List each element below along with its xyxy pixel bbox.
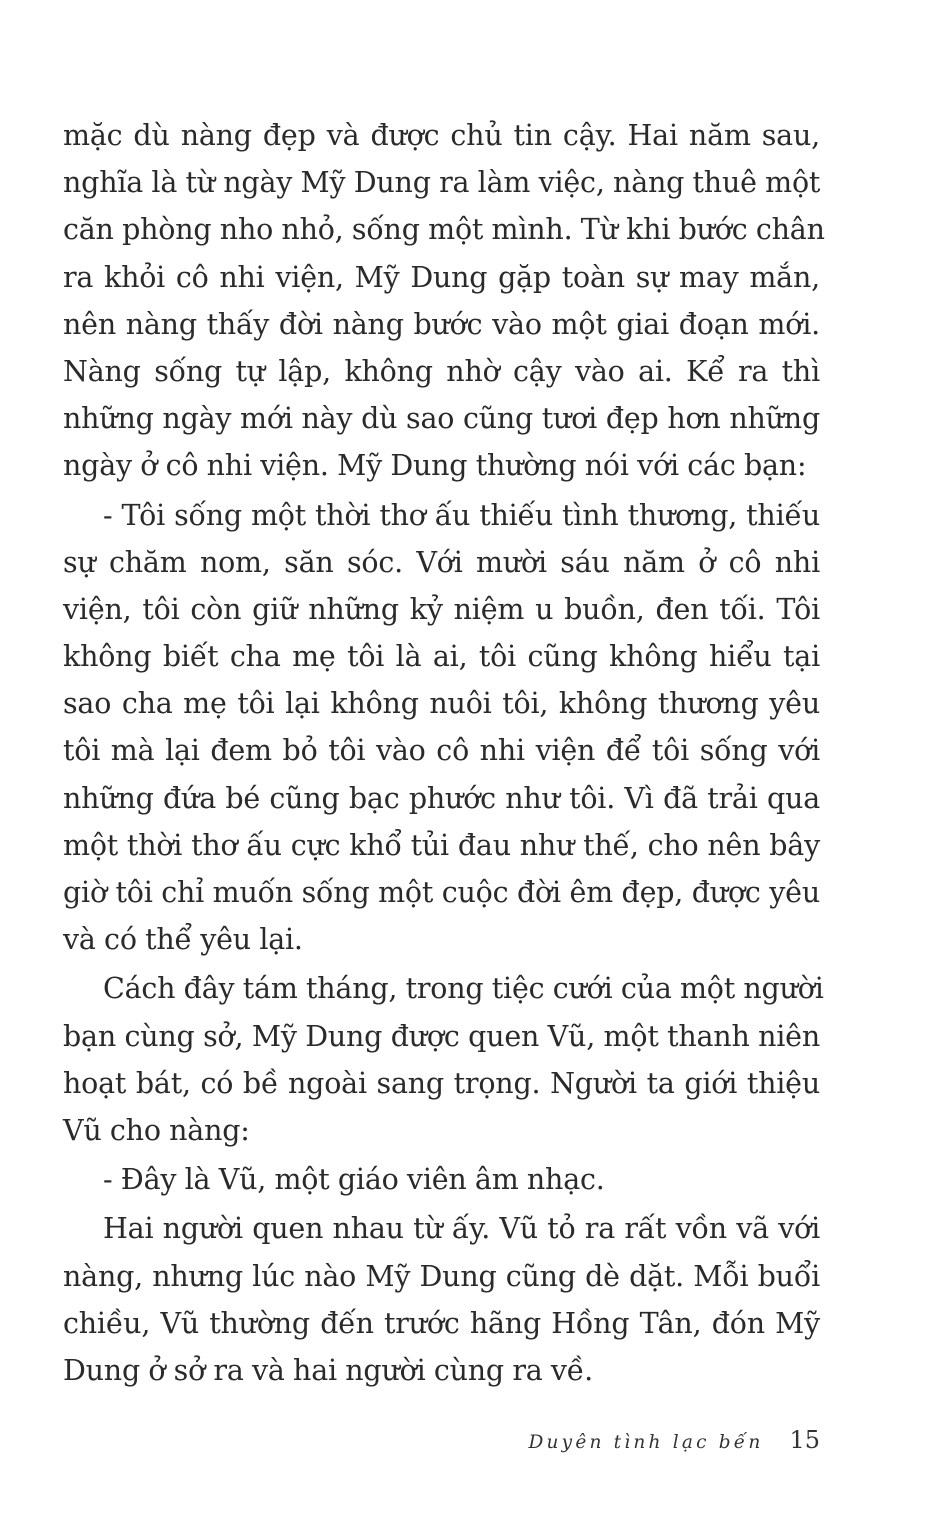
paragraph (63, 965, 824, 1154)
text-line: giờ tôi chỉ muốn sống một cuộc đời êm đẹp, được yêu (63, 876, 820, 909)
text-line: tôi mà lại đem bỏ tôi vào cô nhi viện để tôi sống với (63, 734, 820, 768)
text-line: một thời thơ ấu cực khổ tủi đau như thế, cho nên bây (63, 828, 820, 862)
text-line: những ngày mới này dù sao cũng tươi đẹp hơn những (63, 402, 820, 436)
text-line: Vũ cho nàng: (63, 1113, 250, 1147)
text-line: Hai người quen nhau từ ấy. Vũ tỏ ra rất vồn vã với (103, 1212, 820, 1246)
text-line: sao cha mẹ tôi lại không nuôi tôi, không thương yêu (63, 687, 820, 721)
text-line: chiều, Vũ thường đến trước hãng Hồng Tân, đón Mỹ (63, 1306, 820, 1340)
text-line: bạn cùng sở, Mỹ Dung được quen Vũ, một thanh niên (63, 1019, 820, 1053)
text-line: hoạt bát, có bề ngoài sang trọng. Người ta giới thiệu (63, 1066, 820, 1100)
text-line: ngày ở cô nhi viện. Mỹ Dung thường nói với các bạn: (63, 449, 807, 483)
text-line: không biết cha mẹ tôi là ai, tôi cũng không hiểu tại (63, 640, 820, 674)
text-line: Cách đây tám tháng, trong tiệc cưới của một người (103, 972, 824, 1006)
text-line: Dung ở sở ra và hai người cùng ra về. (63, 1353, 594, 1387)
page-body (63, 112, 825, 1394)
page-footer (529, 1426, 820, 1454)
text-line: sự chăm nom, săn sóc. Với mười sáu năm ở cô nhi (63, 545, 820, 579)
text-line: Nàng sống tự lập, không nhờ cậy vào ai. Kể ra thì (63, 354, 820, 388)
page-number: 15 (789, 1426, 820, 1454)
text-line: căn phòng nho nhỏ, sống một mình. Từ khi bước chân (63, 213, 825, 247)
paragraph (63, 1205, 820, 1394)
text-line: và có thể yêu lại. (63, 923, 303, 957)
paragraph (63, 1156, 820, 1203)
text-line: mặc dù nàng đẹp và được chủ tin cậy. Hai năm sau, (63, 119, 820, 152)
text-line: những đứa bé cũng bạc phước như tôi. Vì đã trải qua (63, 781, 820, 815)
text-line: - Tôi sống một thời thơ ấu thiếu tình thương, thiếu (103, 498, 820, 532)
paragraph (63, 112, 825, 490)
text-line: viện, tôi còn giữ những kỷ niệm u buồn, đen tối. Tôi (63, 592, 820, 626)
text-line: nên nàng thấy đời nàng bước vào một giai đoạn mới. (63, 307, 820, 341)
text-line: - Đây là Vũ, một giáo viên âm nhạc. (103, 1163, 605, 1197)
text-line: ra khỏi cô nhi viện, Mỹ Dung gặp toàn sự may mắn, (63, 260, 820, 294)
running-title: Duyên tình lạc bến (528, 1432, 764, 1453)
paragraph (63, 492, 820, 964)
text-line: nàng, nhưng lúc nào Mỹ Dung cũng dè dặt. Mỗi buổi (63, 1259, 820, 1293)
text-line: nghĩa là từ ngày Mỹ Dung ra làm việc, nàng thuê một (63, 166, 821, 200)
